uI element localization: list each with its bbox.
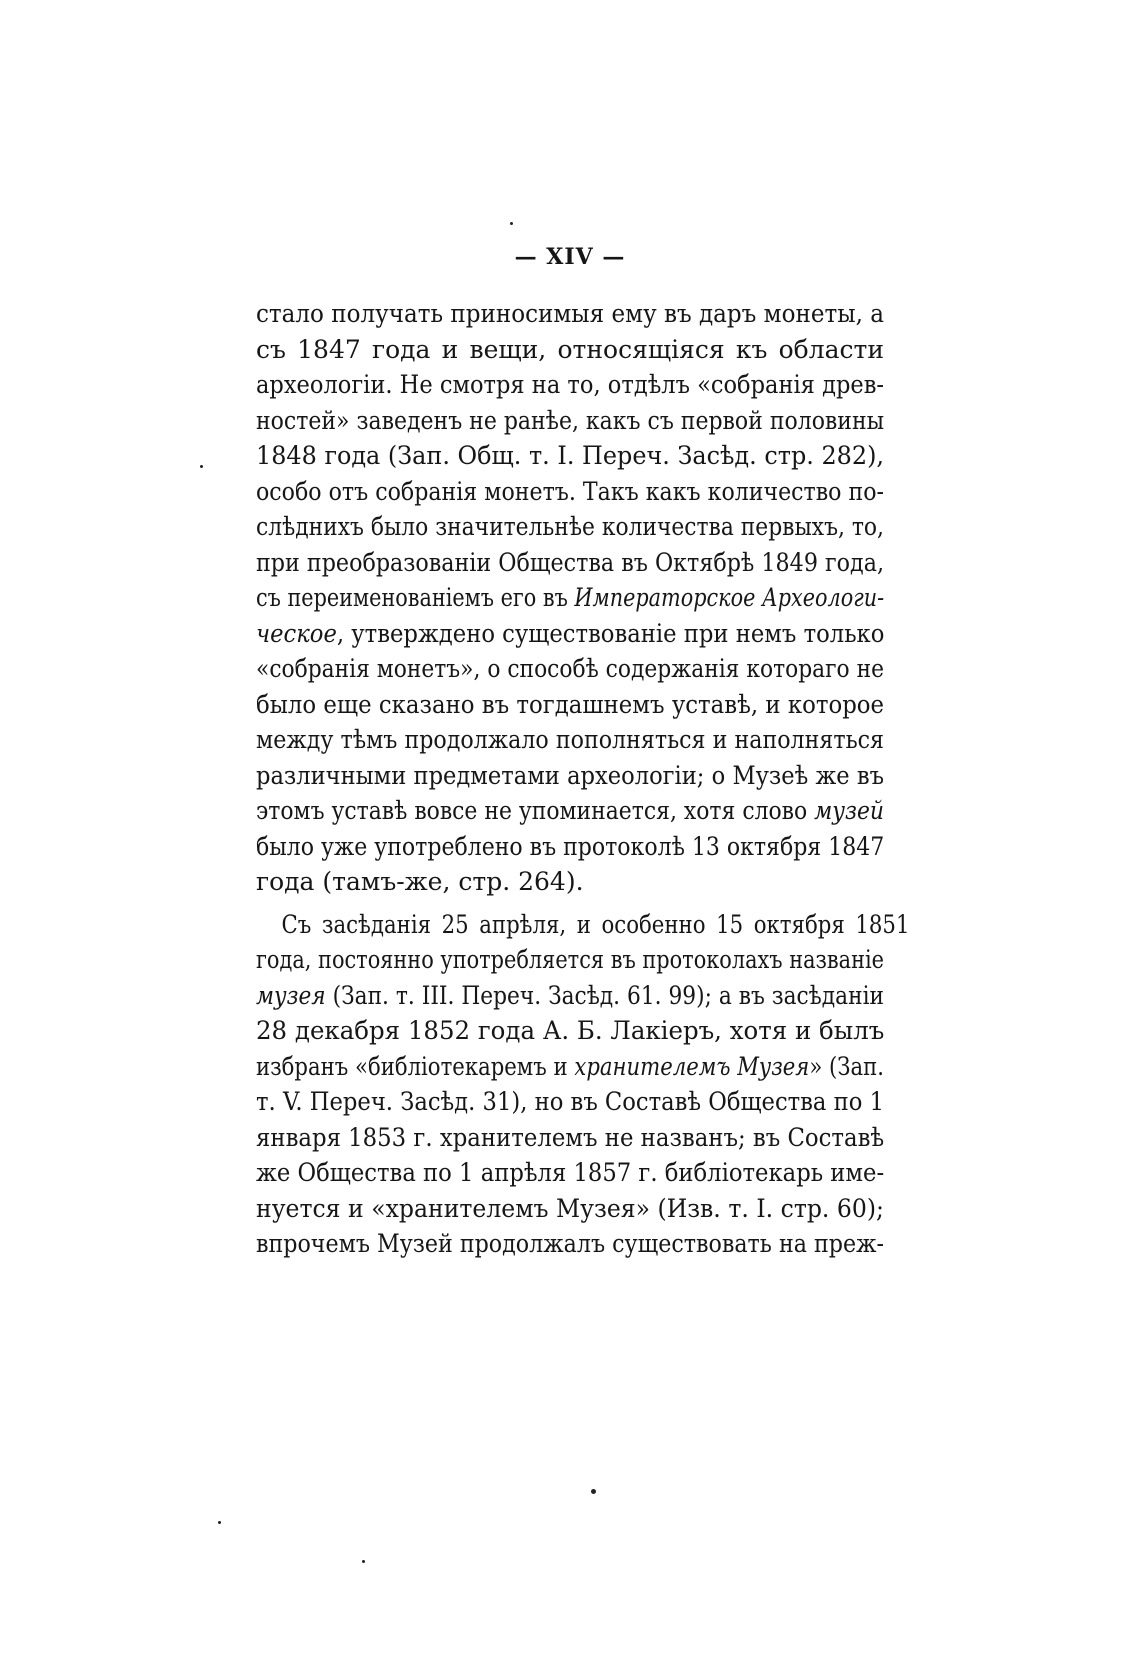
text-run: года (тамъ-же, стр. 264). <box>256 867 584 896</box>
text-run: при преобразованіи Общества въ Октябрѣ 1849 года, <box>256 547 885 577</box>
text-run: т. V. Переч. Засѣд. 31), но въ Составѣ Общества по 1 <box>256 1087 884 1116</box>
text-line <box>256 509 884 545</box>
text-line <box>256 1226 884 1262</box>
text-line <box>256 1120 884 1156</box>
text-run: же Общества по 1 апрѣля 1857 г. библіотекарь име- <box>256 1158 885 1187</box>
text-run: 28 декабря 1852 года А. Б. Лакіеръ, хотя и былъ <box>256 1016 885 1045</box>
text-line <box>256 545 884 581</box>
text-line <box>256 332 884 368</box>
text-line <box>256 474 884 510</box>
text-run: января 1853 г. хранителемъ не названъ; въ Составѣ <box>256 1122 885 1152</box>
text-line <box>256 1013 884 1049</box>
text-run: года, постоянно употребляется въ протоколахъ названіе <box>256 945 885 974</box>
text-line <box>256 296 884 332</box>
text-line <box>256 580 884 616</box>
text-line <box>256 1049 884 1085</box>
text-run: слѣднихъ было значительнѣе количества первыхъ, то, <box>256 512 884 541</box>
italic-text: ческое <box>256 618 337 648</box>
scan-speck <box>200 465 203 468</box>
italic-text: Императорское Археологи- <box>574 583 885 612</box>
scan-speck <box>362 1560 365 1563</box>
text-run: археологіи. Не смотря на то, отдѣлъ «собранія древ- <box>256 370 884 399</box>
italic-text: музей <box>814 796 885 825</box>
text-run: Съ засѣданія 25 апрѣля, и особенно 15 октября 1851 <box>281 909 910 939</box>
text-run: было еще сказано въ тогдашнемъ уставѣ, и которое <box>256 689 885 719</box>
scan-speck <box>510 222 513 225</box>
text-run: съ 1847 года и вещи, относящіяся къ области <box>256 334 884 364</box>
text-run: нуется и «хранителемъ Музея» (Изв. т. I. стр. 60); <box>256 1193 884 1223</box>
scan-speck <box>591 1489 596 1494</box>
text-run: между тѣмъ продолжало пополняться и наполняться <box>256 725 885 754</box>
text-line <box>256 616 884 652</box>
text-run: было уже употреблено въ протоколѣ 13 октября 1847 <box>256 831 885 861</box>
text-run: стало получать приносимыя ему въ даръ монеты, а <box>256 299 885 328</box>
text-run: (Зап. т. III. Переч. Засѣд. 61. 99); а въ засѣданіи <box>325 980 884 1010</box>
text-line <box>256 651 884 687</box>
text-run: ностей» заведенъ не ранѣе, какъ съ первой половины <box>256 405 885 435</box>
text-run: съ переименованіемъ его въ <box>256 583 575 612</box>
text-line <box>256 687 884 723</box>
text-line <box>256 1084 884 1120</box>
italic-text: музея <box>256 980 326 1010</box>
text-run: особо отъ собранія монетъ. Такъ какъ количество по- <box>256 476 885 506</box>
text-line <box>256 978 884 1014</box>
text-line <box>256 907 909 943</box>
text-line <box>256 829 884 865</box>
text-run: 1848 года (Зап. Общ. т. I. Переч. Засѣд. стр. 282), <box>256 441 885 470</box>
text-line <box>256 793 884 829</box>
text-line <box>256 438 884 474</box>
text-line <box>256 722 884 758</box>
text-line <box>256 1191 884 1227</box>
text-line <box>256 367 884 403</box>
text-run: впрочемъ Музей продолжалъ существовать на преж- <box>256 1229 884 1258</box>
text-run: » (Зап. <box>809 1051 885 1081</box>
text-line <box>256 942 884 978</box>
italic-text: хранителемъ Музея <box>574 1051 810 1081</box>
text-run: , утверждено существованіе при немъ только <box>336 618 885 648</box>
text-line <box>256 1155 884 1191</box>
text-line <box>256 403 884 439</box>
paragraph-gap <box>256 900 884 907</box>
body-text <box>256 296 910 1262</box>
text-run: «собранія монетъ», о способѣ содержанія котораго не <box>256 654 884 683</box>
text-run: избранъ «библіотекаремъ и <box>256 1051 575 1081</box>
text-run: различными предметами археологіи; о Музеѣ же въ <box>256 760 885 790</box>
text-run: этомъ уставѣ вовсе не упоминается, хотя слово <box>256 796 815 825</box>
text-line <box>256 864 884 900</box>
text-line <box>256 758 884 794</box>
page-number: — XIV — <box>514 244 626 270</box>
scan-speck <box>218 1521 221 1524</box>
